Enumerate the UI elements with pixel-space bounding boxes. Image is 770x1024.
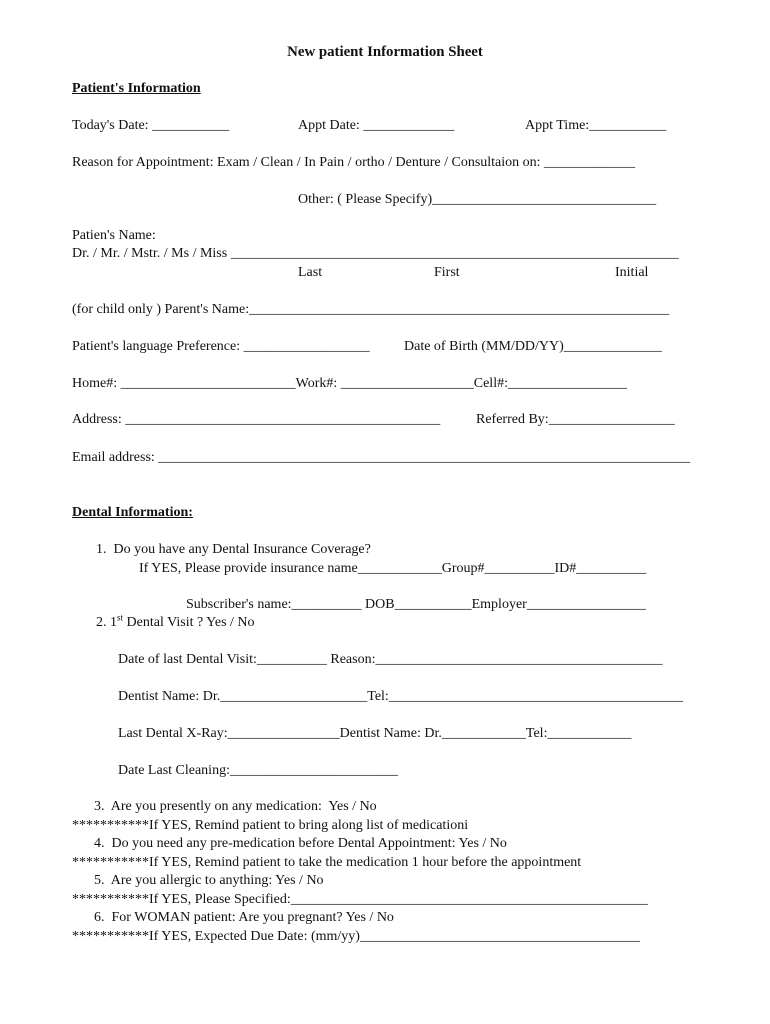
- question-4-note: ***********If YES, Remind patient to take the medication 1 hour before the appointment: [72, 855, 582, 870]
- question-2-number: 2. 1: [96, 615, 117, 630]
- parent-name-field[interactable]: (for child only ) Parent's Name:____________________________________________________________: [72, 302, 670, 317]
- referred-by-field[interactable]: Referred By:__________________: [476, 412, 675, 427]
- subscriber-fields[interactable]: Subscriber's name:__________ DOB___________Employer_________________: [186, 597, 646, 612]
- question-6: 6. For WOMAN patient: Are you pregnant? Yes / No: [94, 910, 394, 925]
- appt-time-field[interactable]: Appt Time:___________: [525, 118, 667, 133]
- patient-info-heading: Patient's Information: [72, 81, 201, 96]
- page-title: New patient Information Sheet: [287, 44, 483, 60]
- name-col-first: First: [434, 265, 460, 280]
- question-5-note[interactable]: ***********If YES, Please Specified:___________________________________________________: [72, 892, 648, 907]
- last-visit-fields[interactable]: Date of last Dental Visit:__________ Reason:_________________________________________: [118, 652, 663, 667]
- language-field[interactable]: Patient's language Preference: __________________: [72, 339, 370, 354]
- email-field[interactable]: Email address: ____________________________________________________________________________: [72, 450, 691, 465]
- address-field[interactable]: Address: _____________________________________________: [72, 412, 441, 427]
- patient-name-label: Patien's Name:: [72, 228, 156, 243]
- name-col-last: Last: [298, 265, 323, 280]
- question-3-note: ***********If YES, Remind patient to bring along list of medicationi: [72, 818, 469, 833]
- question-1: 1. Do you have any Dental Insurance Coverage?: [96, 542, 371, 557]
- cleaning-field[interactable]: Date Last Cleaning:________________________: [118, 763, 398, 778]
- xray-fields[interactable]: Last Dental X-Ray:________________Dentist Name: Dr.____________Tel:____________: [118, 726, 632, 741]
- question-5: 5. Are you allergic to anything: Yes / No: [94, 873, 324, 888]
- appt-date-field[interactable]: Appt Date: _____________: [298, 118, 455, 133]
- patient-name-field[interactable]: Dr. / Mr. / Mstr. / Ms / Miss ________________________________________________________________: [72, 246, 679, 261]
- dentist-fields[interactable]: Dentist Name: Dr._____________________Tel:__________________________________________: [118, 689, 683, 704]
- other-field[interactable]: Other: ( Please Specify)________________________________: [298, 192, 657, 207]
- question-4: 4. Do you need any pre-medication before Dental Appointment: Yes / No: [94, 836, 507, 851]
- question-3: 3. Are you presently on any medication: Yes / No: [94, 799, 377, 814]
- dob-field[interactable]: Date of Birth (MM/DD/YY)______________: [404, 339, 662, 354]
- phone-fields[interactable]: Home#: _________________________Work#: ___________________Cell#:_________________: [72, 376, 627, 391]
- insurance-fields[interactable]: If YES, Please provide insurance name____________Group#__________ID#__________: [139, 561, 647, 576]
- dental-info-heading: Dental Information:: [72, 505, 193, 520]
- todays-date-field[interactable]: Today's Date: ___________: [72, 118, 230, 133]
- question-2: [96, 614, 255, 632]
- reason-field[interactable]: Reason for Appointment: Exam / Clean / In Pain / ortho / Denture / Consultaion on: _____________: [72, 155, 636, 170]
- question-6-note[interactable]: ***********If YES, Expected Due Date: (mm/yy)________________________________________: [72, 929, 640, 944]
- question-2-text: Dental Visit ? Yes / No: [123, 615, 255, 630]
- question-2-ordinal: st: [117, 612, 124, 623]
- name-col-initial: Initial: [615, 265, 649, 280]
